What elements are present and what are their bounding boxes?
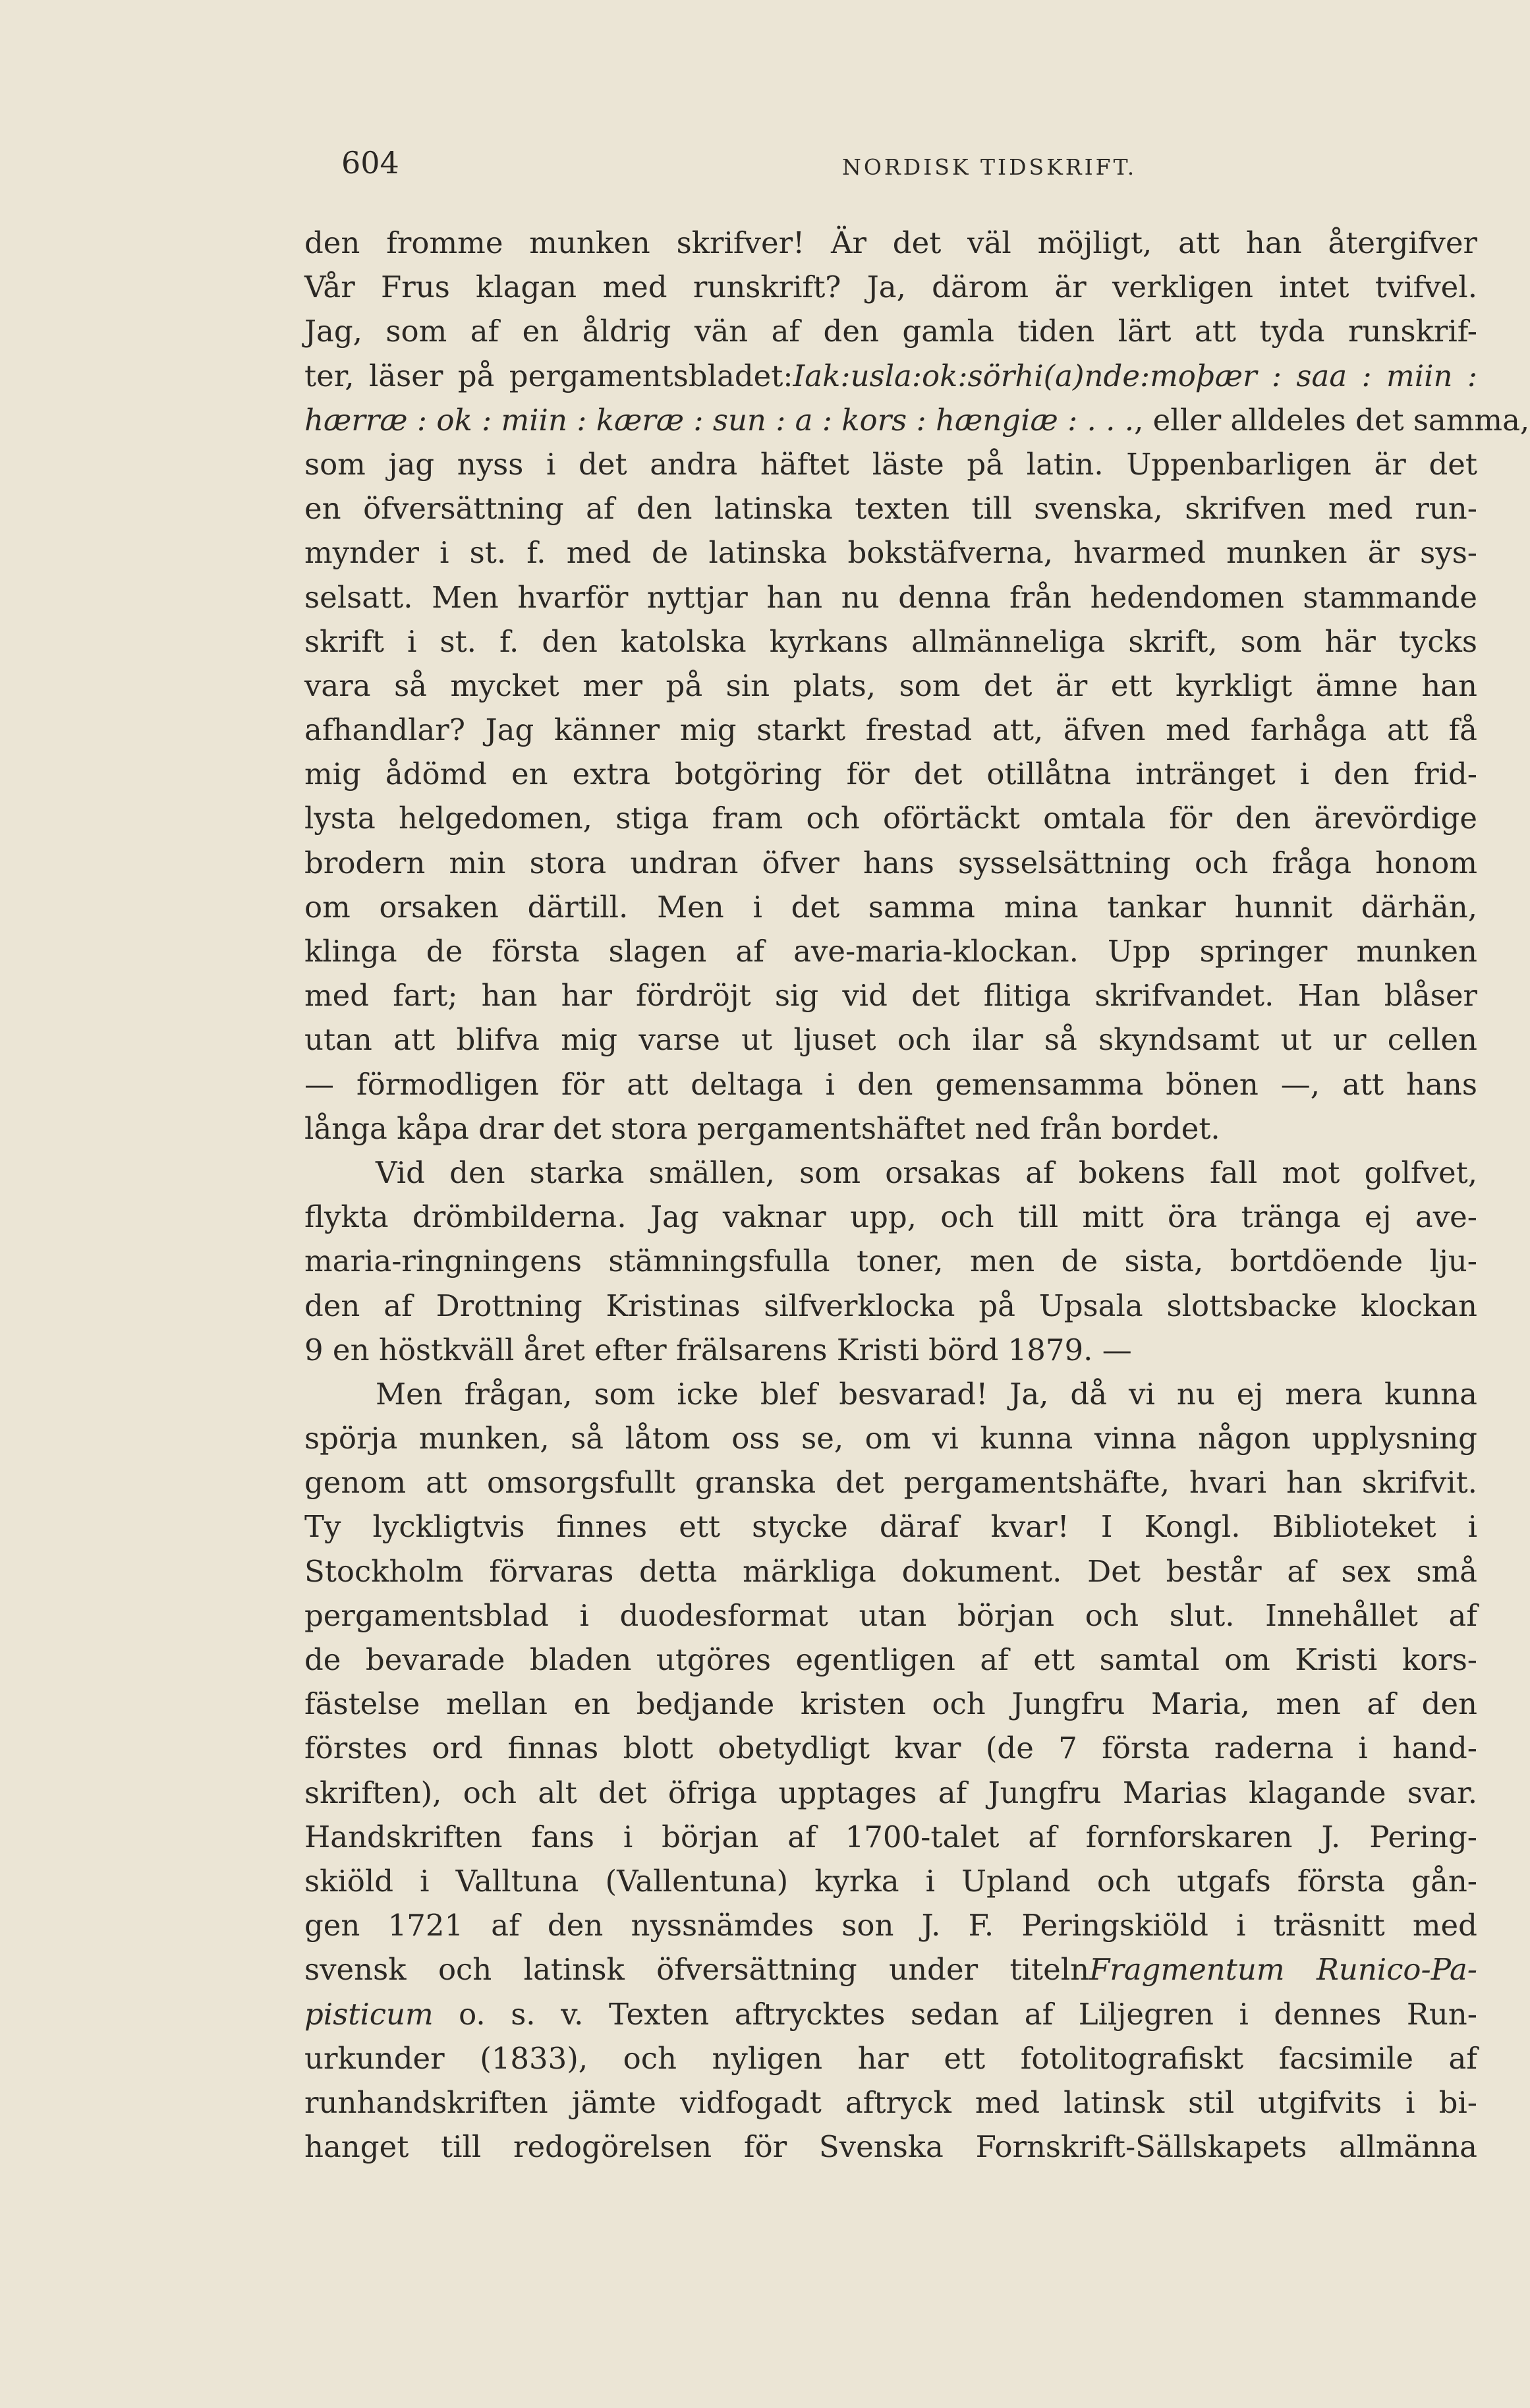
text-line: skriften), och alt det öfriga upptages af Jungfru Marias klagande svar. xyxy=(304,1775,1477,1810)
text-line: som jag nyss i det andra häftet läste på latin. Uppenbarligen är det xyxy=(304,446,1477,482)
text-line: ter, läser på pergamentsbladet:Iak:usla:ok:sörhi(a)nde:moþær : saa : miin : xyxy=(304,358,1477,393)
text-line: mig ådömd en extra botgöring för det otillåtna intränget i den frid- xyxy=(304,757,1477,792)
text-line: om orsaken därtill. Men i det samma mina tankar hunnit därhän, xyxy=(304,889,1477,925)
text-line: Stockholm förvaras detta märkliga dokument. Det består af sex små xyxy=(304,1553,1477,1589)
text-line: Jag, som af en åldrig vän af den gamla tiden lärt att tyda runskrif- xyxy=(304,314,1477,349)
page-header xyxy=(341,145,1475,191)
text-line: flykta drömbilderna. Jag vaknar upp, och till mitt öra tränga ej ave- xyxy=(304,1199,1477,1235)
text-line: genom att omsorgsfullt granska det pergamentshäfte, hvari han skrifvit. xyxy=(304,1465,1477,1501)
text-line: spörja munken, så låtom oss se, om vi kunna vinna någon upplysning xyxy=(304,1421,1477,1456)
text-line: pergamentsblad i duodesformat utan början och slut. Innehållet af xyxy=(304,1597,1477,1633)
text-line: klinga de första slagen af ave-maria-klockan. Upp springer munken xyxy=(304,934,1477,969)
text-line: hærræ : ok : miin : kæræ : sun : a : kors : hængiæ : . . ., eller alldeles det samma, xyxy=(304,402,1530,438)
text-line: mynder i st. f. med de latinska bokstäfverna, hvarmed munken är sys- xyxy=(304,535,1477,571)
text-line: Men frågan, som icke blef besvarad! Ja, då vi nu ej mera kunna xyxy=(376,1376,1477,1412)
running-title: NORDISK TIDSKRIFT. xyxy=(842,154,1137,180)
text-line: Ty lyckligtvis finnes ett stycke däraf kvar! I Kongl. Biblioteket i xyxy=(304,1509,1477,1545)
text-line: hanget till redogörelsen för Svenska Fornskrift-Sällskapets allmänna xyxy=(304,2129,1477,2165)
text-line: brodern min stora undran öfver hans sysselsättning och fråga honom xyxy=(304,845,1477,880)
body-text xyxy=(304,221,1530,2169)
text-line: selsatt. Men hvarför nyttjar han nu denna från hedendomen stammande xyxy=(304,579,1477,615)
text-line: med fart; han har fördröjt sig vid det flitiga skrifvandet. Han blåser xyxy=(304,978,1477,1014)
text-line: de bevarade bladen utgöres egentligen af ett samtal om Kristi kors- xyxy=(304,1642,1477,1677)
text-line: lysta helgedomen, stiga fram och oförtäckt omtala för den ärevördige xyxy=(304,801,1477,836)
text-line: urkunder (1833), och nyligen har ett fotolitografiskt facsimile af xyxy=(304,2040,1477,2076)
text-line: långa kåpa drar det stora pergamentshäftet ned från bordet. xyxy=(304,1110,1220,1146)
text-line: en öfversättning af den latinska texten till svenska, skrifven med run- xyxy=(304,491,1477,527)
text-line: den af Drottning Kristinas silfverklocka på Upsala slottsbacke klockan xyxy=(304,1288,1477,1323)
text-line: pisticum o. s. v. Texten aftrycktes sedan af Liljegren i dennes Run- xyxy=(304,1996,1477,2032)
text-line: skiöld i Valltuna (Vallentuna) kyrka i Upland och utgafs första gån- xyxy=(304,1863,1477,1899)
text-line: gen 1721 af den nyssnämdes son J. F. Peringskiöld i träsnitt med xyxy=(304,1908,1477,1943)
text-line: Vid den starka smällen, som orsakas af bokens fall mot golfvet, xyxy=(376,1155,1477,1190)
text-line: Vår Frus klagan med runskrift? Ja, därom är verkligen intet tvifvel. xyxy=(304,270,1477,305)
text-line: den fromme munken skrifver! Är det väl möjligt, att han återgifver xyxy=(304,225,1477,260)
text-line: skrift i st. f. den katolska kyrkans allmänneliga skrift, som här tycks xyxy=(304,623,1477,659)
text-line: fästelse mellan en bedjande kristen och Jungfru Maria, men af den xyxy=(304,1686,1477,1722)
text-line: maria-ringningens stämningsfulla toner, men de sista, bortdöende lju- xyxy=(304,1244,1477,1279)
text-line: 9 en höstkväll året efter frälsarens Kristi börd 1879. — xyxy=(304,1332,1132,1367)
text-line: utan att blifva mig varse ut ljuset och ilar så skyndsamt ut ur cellen xyxy=(304,1022,1477,1058)
page-number: 604 xyxy=(341,145,399,181)
text-line: runhandskriften jämte vidfogadt aftryck med latinsk stil utgifvits i bi- xyxy=(304,2084,1477,2120)
text-line: afhandlar? Jag känner mig starkt frestad att, äfven med farhåga att få xyxy=(304,712,1477,748)
text-line: förstes ord finnas blott obetydligt kvar (de 7 första raderna i hand- xyxy=(304,1731,1477,1766)
text-line: vara så mycket mer på sin plats, som det är ett kyrkligt ämne han xyxy=(304,668,1477,703)
text-line: Handskriften fans i början af 1700-talet af fornforskaren J. Pering- xyxy=(304,1819,1477,1854)
text-line: svensk och latinsk öfversättning under titelnFragmentum Runico-Pa- xyxy=(304,1952,1477,1988)
text-line: — förmodligen för att deltaga i den gemensamma bönen —, att hans xyxy=(304,1066,1477,1102)
